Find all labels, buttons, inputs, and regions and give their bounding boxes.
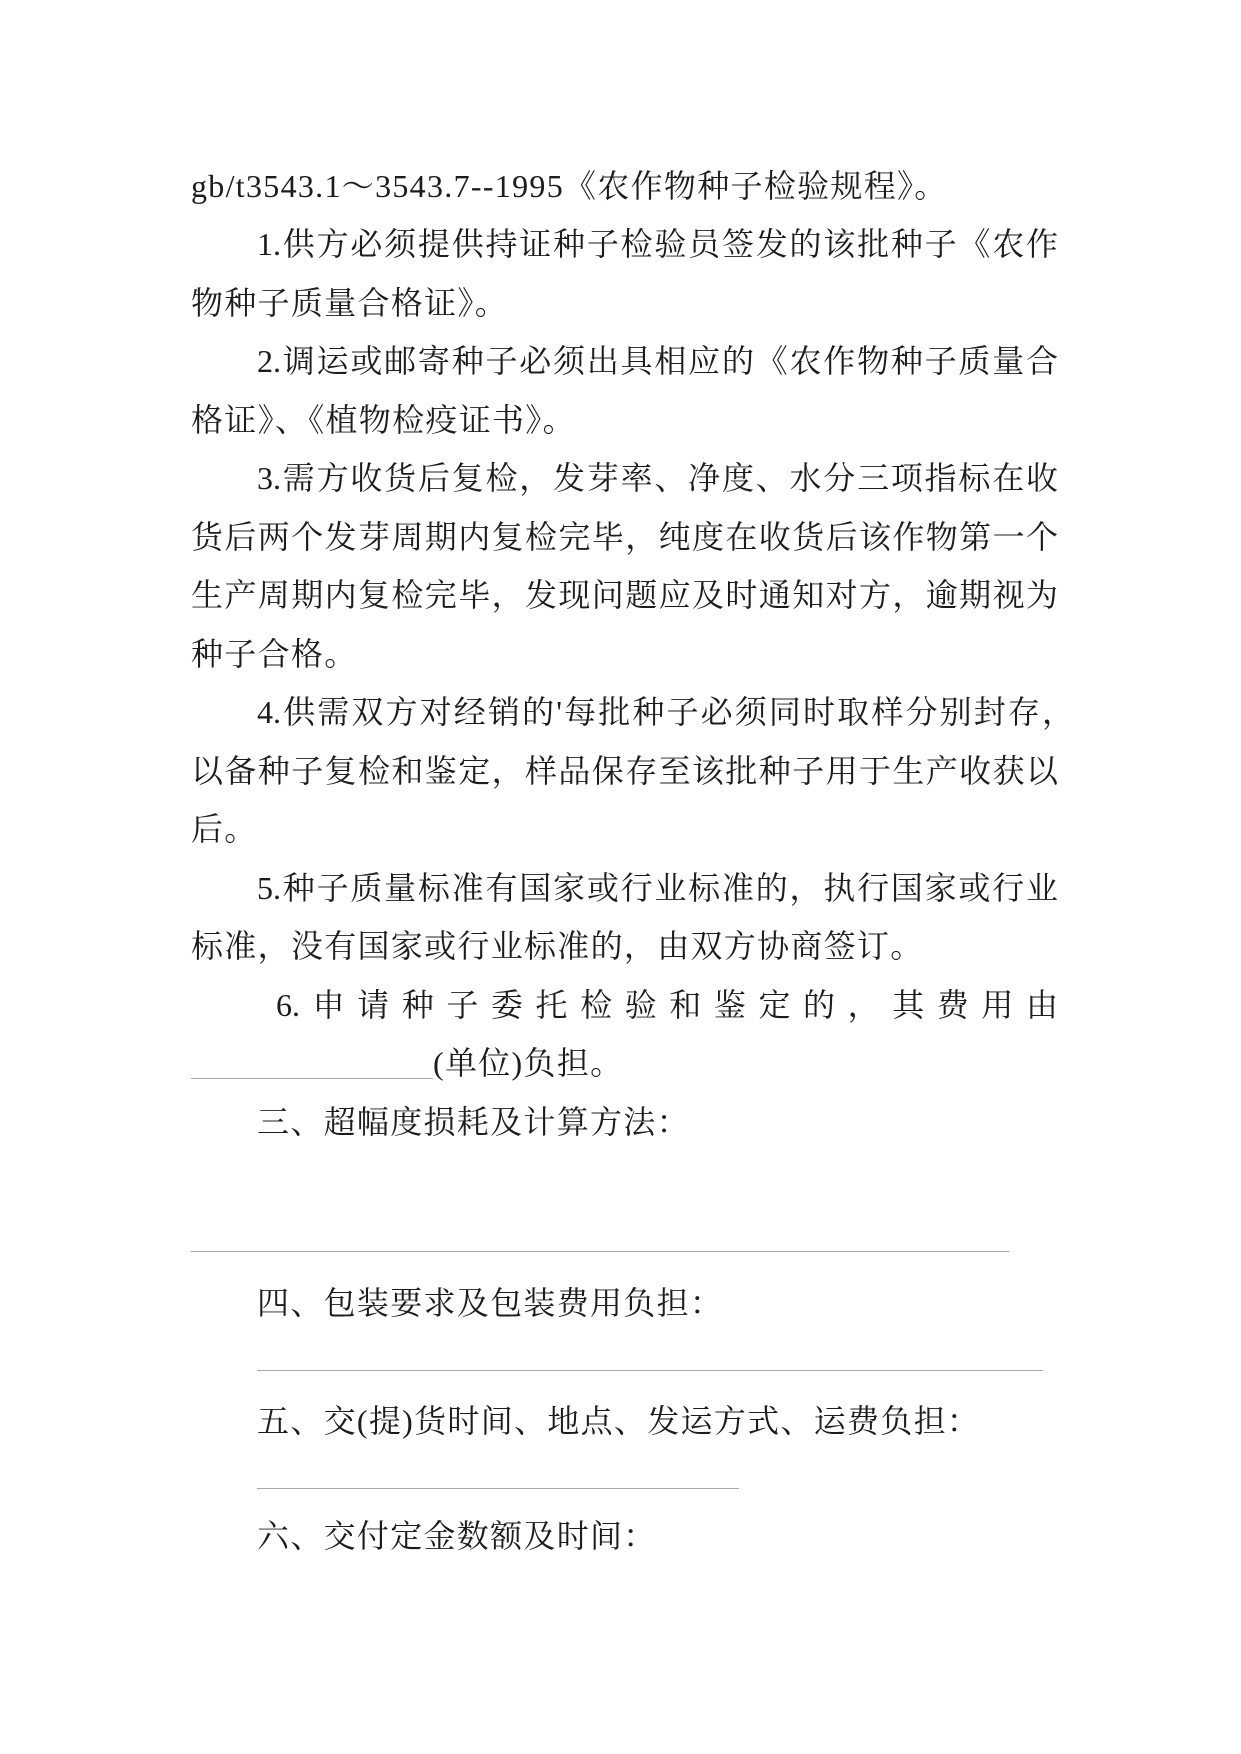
clause-3-line-2: 货后两个发芽周期内复检完毕，纯度在收货后该作物第一个 [191, 519, 1058, 555]
section-5-heading: 五、交(提)货时间、地点、发运方式、运费负担： [257, 1403, 981, 1439]
clause-3-line-3: 生产周期内复检完毕，发现问题应及时通知对方，逾期视为 [191, 577, 1058, 613]
fill-in-blank-section-3 [191, 1251, 1009, 1252]
clause-3-line-4: 种子合格。 [191, 636, 358, 672]
clause-4-line-2: 以备种子复检和鉴定，样品保存至该批种子用于生产收获以 [191, 753, 1058, 789]
section-3-heading: 三、超幅度损耗及计算方法： [257, 1104, 690, 1140]
clause-5-line-1: 5.种子质量标准有国家或行业标准的，执行国家或行业 [257, 870, 1058, 906]
clause-4-line-3: 后。 [191, 811, 258, 847]
clause-6-line-2: (单位)负担。 [433, 1045, 624, 1081]
section-6-heading: 六、交付定金数额及时间： [257, 1518, 657, 1554]
fill-in-blank-section-5 [257, 1488, 739, 1489]
clause-1-line-1: 1.供方必须提供持证种子检验员签发的该批种子《农作 [257, 226, 1058, 262]
fill-in-blank-fee-payer [191, 1078, 433, 1079]
section-4-heading: 四、包装要求及包装费用负担： [257, 1285, 724, 1321]
clause-2-line-2: 格证》、《植物检疫证书》。 [191, 402, 576, 438]
clause-6-line-1: 6.申请种子委托检验和鉴定的，其费用由 [276, 987, 1058, 1023]
clause-4-line-1: 4.供需双方对经销的'每批种子必须同时取样分别封存， [257, 694, 1074, 730]
fill-in-blank-section-4 [257, 1370, 1043, 1371]
clause-5-line-2: 标准，没有国家或行业标准的，由双方协商签订。 [191, 928, 924, 964]
clause-1-line-2: 物种子质量合格证》。 [191, 285, 509, 321]
continuation-line: gb/t3543.1～3543.7--1995《农作物种子检验规程》。 [191, 168, 948, 204]
clause-2-line-1: 2.调运或邮寄种子必须出具相应的《农作物种子质量合 [257, 343, 1058, 379]
clause-3-line-1: 3.需方收货后复检，发芽率、净度、水分三项指标在收 [257, 460, 1058, 496]
